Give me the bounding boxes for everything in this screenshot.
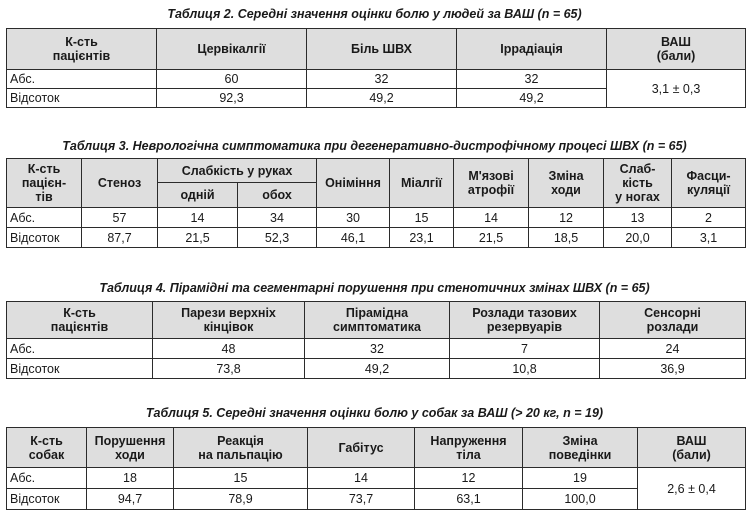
table-row [7,208,746,228]
header-count: К-сть пацієнтів [7,29,157,70]
table-2 [6,28,746,108]
cell: 12 [529,208,604,228]
header-myalgia: Міалгії [390,159,454,208]
row-label: Відсоток [7,489,87,510]
row-label: Відсоток [7,228,82,248]
table-row [7,339,746,359]
cell: 92,3 [157,89,307,108]
header-numbness: Оніміння [317,159,390,208]
header-habitus: Габітус [308,428,415,468]
header-palpation: Реакція на пальпацію [174,428,308,468]
cell: 21,5 [454,228,529,248]
cell: 10,8 [450,359,600,379]
cell: 52,3 [238,228,317,248]
row-label: Відсоток [7,359,153,379]
header-pain: Біль ШВХ [307,29,457,70]
cell: 60 [157,70,307,89]
cell: 87,7 [82,228,158,248]
cell: 12 [415,468,523,489]
header-tension: Напруження тіла [415,428,523,468]
header-one-arm: одній [158,183,238,208]
header-fasciculations: Фасци- куляції [672,159,746,208]
header-gait: Зміна ходи [529,159,604,208]
cell: 46,1 [317,228,390,248]
cell: 7 [450,339,600,359]
cell: 32 [457,70,607,89]
cell: 73,7 [308,489,415,510]
header-both-arms: обох [238,183,317,208]
header-arm-weakness: Слабкість у руках [158,159,317,183]
cell: 3,1 [672,228,746,248]
cell: 63,1 [415,489,523,510]
header-atrophy: М'язові атрофії [454,159,529,208]
cell: 15 [174,468,308,489]
table-5 [6,427,746,510]
row-label: Абс. [7,208,82,228]
row-label: Абс. [7,70,157,89]
table-3 [6,158,746,248]
header-sensory: Сенсорні розлади [600,302,746,339]
header-stenosis: Стеноз [82,159,158,208]
row-label: Відсоток [7,89,157,108]
cell: 57 [82,208,158,228]
header-irradiation: Іррадіація [457,29,607,70]
header-count: К-сть собак [7,428,87,468]
cell: 19 [523,468,638,489]
header-gait: Порушення ходи [87,428,174,468]
cell: 36,9 [600,359,746,379]
cell: 24 [600,339,746,359]
cell: 15 [390,208,454,228]
cell: 20,0 [604,228,672,248]
cell: 14 [454,208,529,228]
table-row [7,359,746,379]
cell: 14 [308,468,415,489]
row-label: Абс. [7,468,87,489]
header-leg-weakness: Слаб- кість у ногах [604,159,672,208]
table-4 [6,301,746,379]
cell: 49,2 [307,89,457,108]
cell: 100,0 [523,489,638,510]
header-pelvic: Розлади тазових резервуарів [450,302,600,339]
table-row [7,70,746,89]
header-vas: ВАШ (бали) [638,428,746,468]
cell: 32 [307,70,457,89]
cell: 78,9 [174,489,308,510]
cell: 23,1 [390,228,454,248]
cell: 48 [153,339,305,359]
cell: 18,5 [529,228,604,248]
table-5-caption: Таблиця 5. Середні значення оцінки болю у собак за ВАШ (> 20 кг, n = 19) [145,406,604,420]
header-cervicalgia: Цервікалгії [157,29,307,70]
row-label: Абс. [7,339,153,359]
vas-value: 3,1 ± 0,3 [607,70,746,108]
cell: 30 [317,208,390,228]
header-paresis: Парези верхніх кінцівок [153,302,305,339]
table-2-caption: Таблиця 2. Середні значення оцінки болю у людей за ВАШ (n = 65) [167,7,582,21]
cell: 49,2 [305,359,450,379]
cell: 73,8 [153,359,305,379]
table-row [7,228,746,248]
vas-value: 2,6 ± 0,4 [638,468,746,510]
cell: 18 [87,468,174,489]
cell: 49,2 [457,89,607,108]
header-pyramidal: Пірамідна симптоматика [305,302,450,339]
cell: 94,7 [87,489,174,510]
cell: 14 [158,208,238,228]
cell: 32 [305,339,450,359]
table-3-caption: Таблиця 3. Неврологічна симптоматика при дегенеративно-дистрофічному процесі ШВХ (n = 65) [62,139,687,153]
header-behavior: Зміна поведінки [523,428,638,468]
header-count: К-сть пацієн- тів [7,159,82,208]
table-row [7,468,746,489]
table-row [7,489,746,510]
header-count: К-сть пацієнтів [7,302,153,339]
header-vas: ВАШ (бали) [607,29,746,70]
cell: 21,5 [158,228,238,248]
cell: 13 [604,208,672,228]
cell: 34 [238,208,317,228]
table-4-caption: Таблиця 4. Пірамідні та сегментарні порушення при стенотичних змінах ШВХ (n = 65) [99,281,650,295]
cell: 2 [672,208,746,228]
